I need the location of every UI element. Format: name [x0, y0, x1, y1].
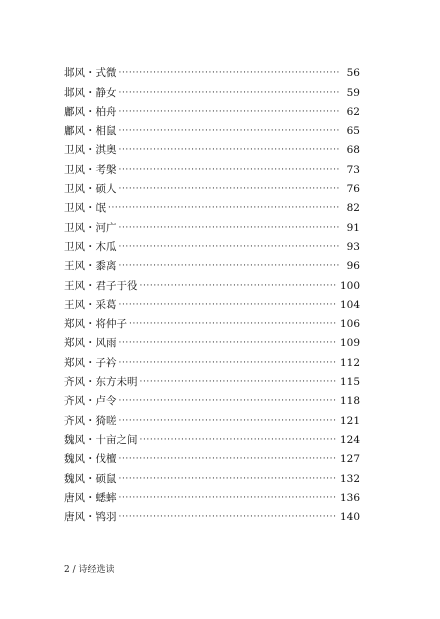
- toc-entry[interactable]: [64, 79, 360, 98]
- toc-entry-title: 卫风・河广: [64, 221, 117, 234]
- toc-entry-page-number: 68: [346, 144, 360, 157]
- toc-entry[interactable]: [64, 118, 360, 137]
- dot-leader: [119, 416, 337, 427]
- table-of-contents: [64, 60, 360, 523]
- toc-entry-page-number: 96: [346, 260, 360, 273]
- dot-leader: [140, 377, 337, 388]
- dot-leader: [119, 474, 337, 485]
- dot-leader: [119, 358, 337, 369]
- toc-entry-title: 卫风・淇奥: [64, 144, 117, 157]
- toc-entry-title: 魏风・伐檀: [64, 453, 117, 466]
- toc-entry[interactable]: [64, 156, 360, 175]
- dot-leader: [129, 319, 337, 330]
- toc-entry-page-number: 136: [339, 491, 360, 504]
- toc-entry-page-number: 73: [346, 163, 360, 176]
- dot-leader: [119, 338, 337, 349]
- toc-entry[interactable]: [64, 234, 360, 253]
- dot-leader: [119, 145, 340, 156]
- toc-entry-page-number: 109: [339, 337, 360, 350]
- dot-leader: [140, 435, 337, 446]
- toc-entry-title: 卫风・木瓜: [64, 240, 117, 253]
- toc-entry-page-number: 62: [346, 105, 360, 118]
- dot-leader: [119, 454, 337, 465]
- toc-entry-title: 唐风・鸨羽: [64, 511, 117, 524]
- dot-leader: [119, 184, 340, 195]
- dot-leader: [119, 261, 340, 272]
- dot-leader: [119, 126, 340, 137]
- toc-entry-title: 魏风・硕鼠: [64, 472, 117, 485]
- dot-leader: [119, 493, 337, 504]
- toc-entry[interactable]: [64, 195, 360, 214]
- toc-entry-title: 齐风・卢令: [64, 395, 117, 408]
- toc-entry[interactable]: [64, 214, 360, 233]
- toc-entry[interactable]: [64, 388, 360, 407]
- dot-leader: [119, 88, 340, 99]
- toc-entry-title: 邶风・静女: [64, 86, 117, 99]
- toc-entry-page-number: 132: [339, 472, 360, 485]
- toc-entry-page-number: 59: [346, 86, 360, 99]
- dot-leader: [108, 203, 339, 214]
- dot-leader: [119, 242, 340, 253]
- toc-entry[interactable]: [64, 349, 360, 368]
- toc-entry-page-number: 91: [346, 221, 360, 234]
- toc-entry[interactable]: [64, 465, 360, 484]
- toc-entry-page-number: 100: [339, 279, 360, 292]
- toc-entry-title: 卫风・考槃: [64, 163, 117, 176]
- toc-entry-title: 魏风・十亩之间: [64, 433, 138, 446]
- toc-entry-page-number: 65: [346, 125, 360, 138]
- toc-entry-title: 王风・采葛: [64, 298, 117, 311]
- toc-entry-title: 卫风・氓: [64, 202, 106, 215]
- toc-entry-page-number: 56: [346, 67, 360, 80]
- toc-entry-title: 齐风・猗嗟: [64, 414, 117, 427]
- page-footer: 2 / 诗经选读: [64, 565, 115, 575]
- toc-entry-page-number: 118: [339, 395, 360, 408]
- dot-leader: [119, 107, 340, 118]
- toc-entry-title: 郑风・将仲子: [64, 318, 127, 331]
- toc-entry-title: 王风・君子于役: [64, 279, 138, 292]
- toc-entry-title: 鄘风・柏舟: [64, 105, 117, 118]
- toc-entry[interactable]: [64, 504, 360, 523]
- toc-entry[interactable]: [64, 253, 360, 272]
- toc-entry-title: 唐风・蟋蟀: [64, 491, 117, 504]
- toc-entry-page-number: 93: [346, 240, 360, 253]
- toc-entry[interactable]: [64, 99, 360, 118]
- dot-leader: [119, 396, 337, 407]
- toc-entry[interactable]: [64, 60, 360, 79]
- toc-entry-title: 卫风・硕人: [64, 183, 117, 196]
- toc-entry[interactable]: [64, 137, 360, 156]
- toc-entry-page-number: 76: [346, 183, 360, 196]
- toc-entry-page-number: 104: [339, 298, 360, 311]
- toc-entry[interactable]: [64, 272, 360, 291]
- toc-entry[interactable]: [64, 176, 360, 195]
- toc-entry[interactable]: [64, 407, 360, 426]
- toc-entry-title: 王风・黍离: [64, 260, 117, 273]
- toc-entry-page-number: 82: [346, 202, 360, 215]
- toc-entry[interactable]: [64, 292, 360, 311]
- toc-entry[interactable]: [64, 311, 360, 330]
- toc-entry-page-number: 127: [339, 453, 360, 466]
- toc-entry-title: 郑风・风雨: [64, 337, 117, 350]
- toc-entry-title: 郑风・子衿: [64, 356, 117, 369]
- toc-entry-page-number: 124: [339, 433, 360, 446]
- toc-entry-title: 齐风・东方未明: [64, 376, 138, 389]
- toc-entry-title: 邶风・式微: [64, 67, 117, 80]
- toc-entry-title: 鄘风・相鼠: [64, 125, 117, 138]
- toc-entry[interactable]: [64, 446, 360, 465]
- toc-entry[interactable]: [64, 427, 360, 446]
- dot-leader: [119, 300, 337, 311]
- dot-leader: [140, 281, 337, 292]
- toc-entry-page-number: 140: [339, 511, 360, 524]
- dot-leader: [119, 223, 340, 234]
- toc-entry-page-number: 106: [339, 318, 360, 331]
- toc-entry-page-number: 112: [339, 356, 360, 369]
- toc-entry-page-number: 115: [339, 376, 360, 389]
- dot-leader: [119, 512, 337, 523]
- toc-entry[interactable]: [64, 330, 360, 349]
- dot-leader: [119, 165, 340, 176]
- toc-entry[interactable]: [64, 485, 360, 504]
- dot-leader: [119, 68, 340, 79]
- toc-entry[interactable]: [64, 369, 360, 388]
- toc-entry-page-number: 121: [339, 414, 360, 427]
